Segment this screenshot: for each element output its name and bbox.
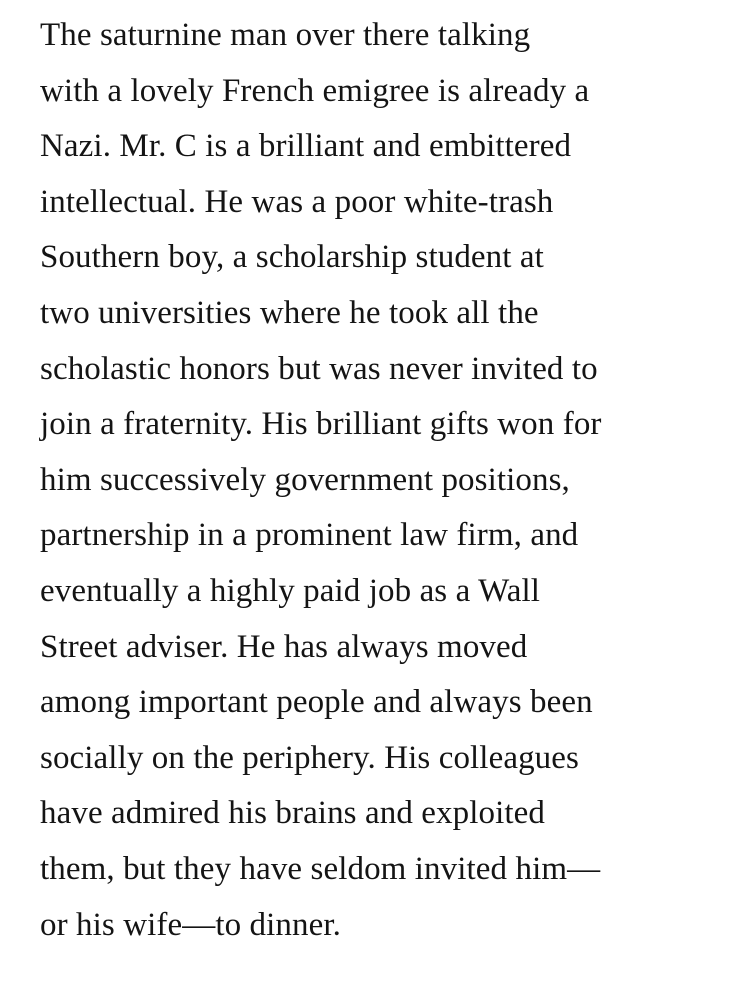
passage-line: partnership in a prominent law firm, and	[40, 517, 579, 554]
passage-line: two universities where he took all the	[40, 294, 539, 331]
passage-line: among important people and always been	[40, 684, 593, 721]
passage-line: him successively government positions,	[40, 461, 570, 498]
passage-line: socially on the periphery. His colleagues	[40, 739, 579, 776]
passage-line: have admired his brains and exploited	[40, 795, 545, 832]
passage-line: or his wife—to dinner.	[40, 906, 341, 943]
passage-line: eventually a highly paid job as a Wall	[40, 572, 540, 609]
passage-line: scholastic honors but was never invited to	[40, 350, 598, 387]
passage-line: join a fraternity. His brilliant gifts won for	[40, 406, 602, 443]
passage-line: Nazi. Mr. C is a brilliant and embittered	[40, 128, 572, 165]
passage-line: them, but they have seldom invited him—	[40, 850, 601, 887]
passage-line: Street adviser. He has always moved	[40, 628, 528, 665]
passage-line: with a lovely French emigree is already a	[40, 72, 590, 109]
passage-line: intellectual. He was a poor white-trash	[40, 183, 554, 220]
passage-line: Southern boy, a scholarship student at	[40, 239, 544, 276]
passage-line: The saturnine man over there talking	[40, 17, 531, 53]
text-passage	[40, 8, 730, 953]
